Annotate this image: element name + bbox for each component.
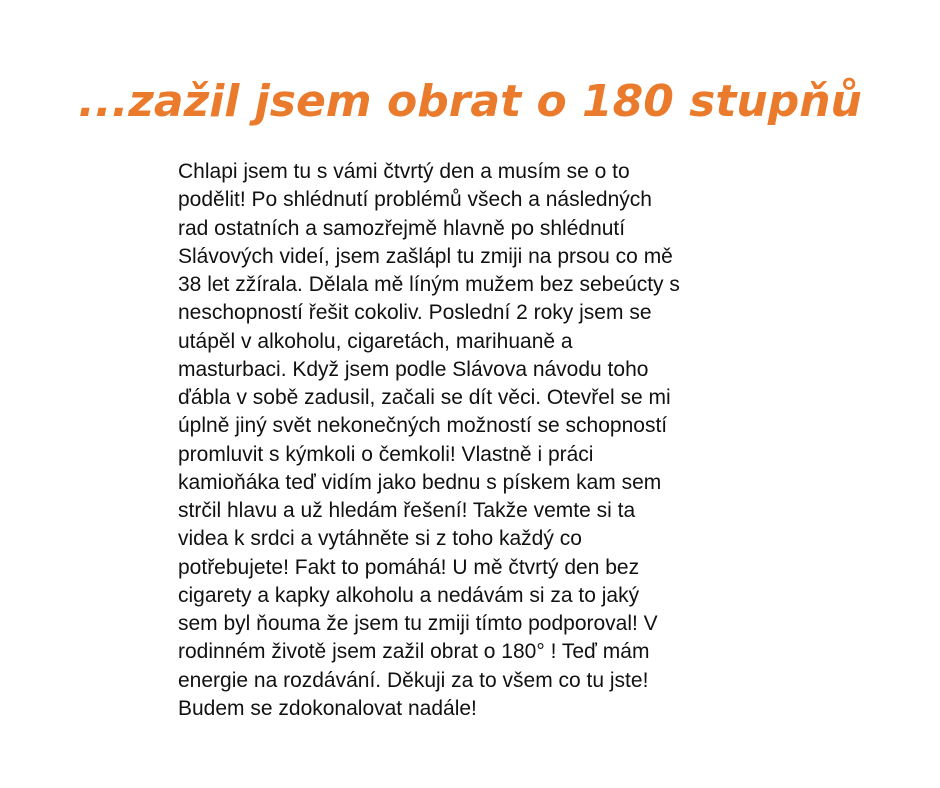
testimonial-line: videa k srdci a vytáhněte si z toho každý co: [178, 527, 582, 551]
testimonial-line: podělit! Po shlédnutí problémů všech a následných: [178, 188, 652, 212]
testimonial-line: Slávových videí, jsem zašlápl tu zmiji na prsou co mě: [178, 244, 673, 268]
headline: ...zažil jsem obrat o 180 stupňů: [78, 76, 862, 127]
testimonial-line: promluvit s kýmkoli o čemkoli! Vlastně i práci: [178, 442, 594, 466]
testimonial-line: energie na rozdávání. Děkuji za to všem co tu jste!: [178, 668, 649, 692]
testimonial-line: rodinném životě jsem zažil obrat o 180° ! Teď mám: [178, 640, 650, 664]
testimonial-line: Budem se zdokonalovat nadále!: [178, 696, 477, 720]
testimonial-line: neschopností řešit cokoliv. Poslední 2 roky jsem se: [178, 301, 652, 325]
testimonial-line: utápěl v alkoholu, cigaretách, marihuaně a: [178, 329, 573, 353]
testimonial-line: potřebujete! Fakt to pomáhá! U mě čtvrtý den bez: [178, 555, 640, 579]
testimonial-line: rad ostatních a samozřejmě hlavně po shlédnutí: [178, 216, 626, 240]
testimonial-line: 38 let zžírala. Dělala mě líným mužem bez sebeúcty s: [178, 273, 680, 296]
testimonial-line: úplně jiný svět nekonečných možností se schopností: [178, 414, 668, 438]
testimonial-line: kamioňáka teď vidím jako bednu s pískem kam sem: [178, 470, 662, 494]
testimonial-line: strčil hlavu a už hledám řešení! Takže vemte si ta: [178, 499, 636, 522]
testimonial-line: sem byl ňouma že jsem tu zmiji tímto podporoval! V: [178, 612, 658, 635]
testimonial-line: masturbaci. Když jsem podle Slávova návodu toho: [178, 357, 649, 381]
testimonial-text: [178, 158, 778, 723]
testimonial-line: ďábla v sobě zadusil, začali se dít věci. Otevřel se mi: [178, 386, 671, 409]
testimonial-line: Chlapi jsem tu s vámi čtvrtý den a musím se o to: [178, 160, 630, 183]
testimonial-line: cigarety a kapky alkoholu a nedávám si za to jaký: [178, 583, 640, 607]
